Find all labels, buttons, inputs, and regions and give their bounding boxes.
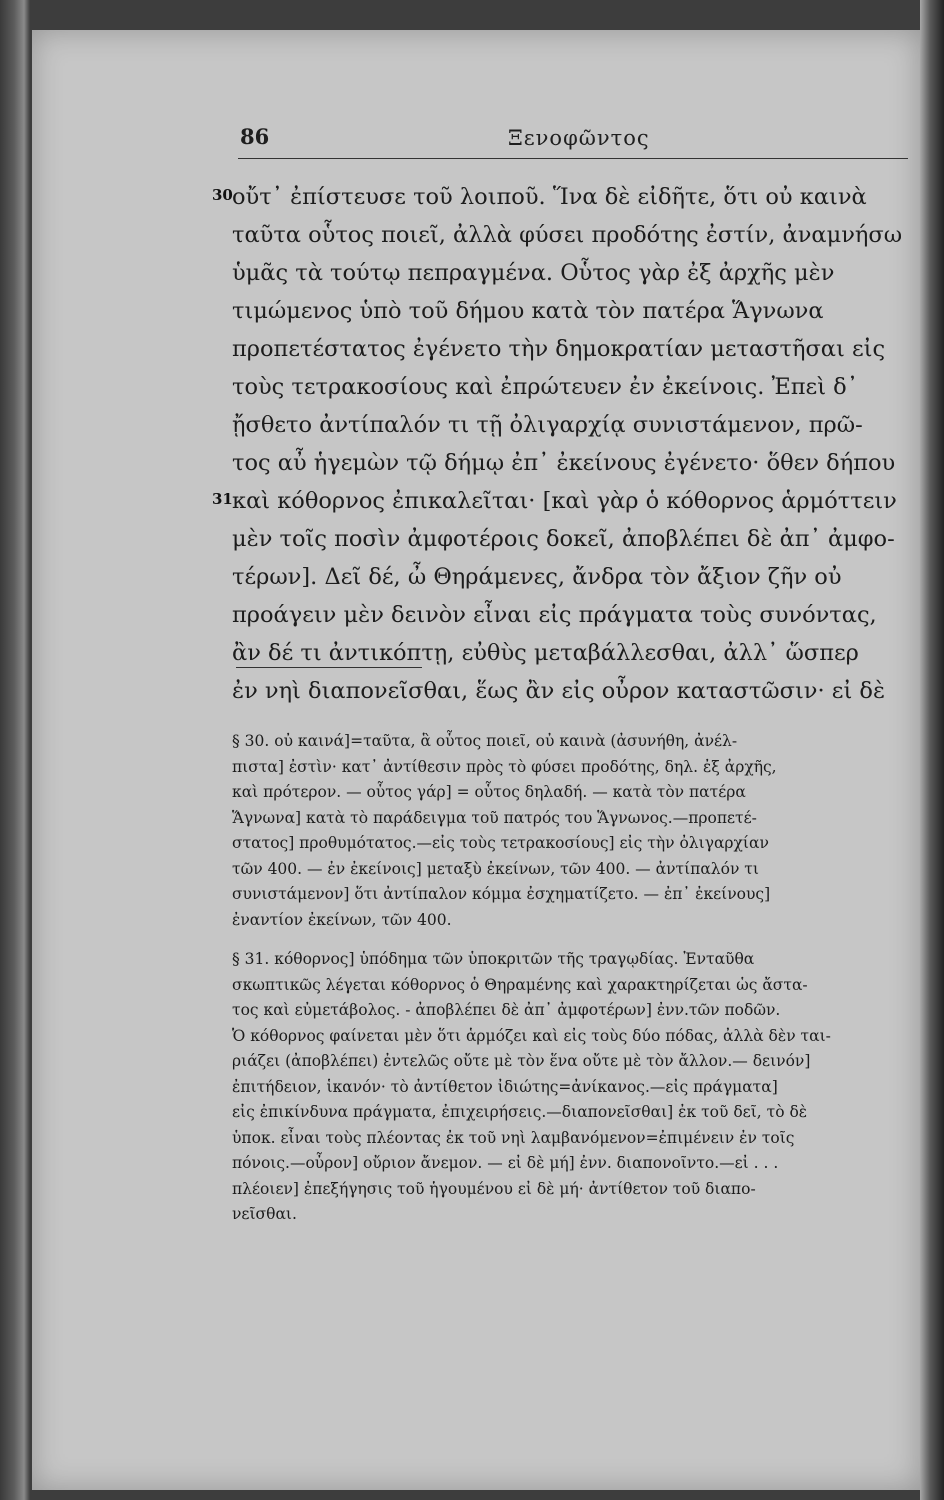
footnote-line: εἰς ἐπικίνδυνα πράγματα, ἐπιχειρήσεις.—διαπονεῖσθαι] ἐκ τοῦ δεῖ, τὸ δὲ [232,1103,808,1121]
footnotes [232,729,912,1228]
line-text: τος αὖ ἡγεμὼν τῷ δήμῳ ἐπ᾽ ἐκείνους ἐγένετο· ὅθεν δήπου [232,450,896,476]
footnote-line: ριάζει (ἀποβλέπει) ἐντελῶς οὔτε μὲ τὸν ἕνα οὔτε μὲ τὸν ἄλλον.— δεινόν] [232,1052,811,1070]
main-text-line [232,292,912,330]
main-text-line [232,406,912,444]
main-text-line [232,330,912,368]
footnote-line: ἐπιτήδειον, ἱκανόν· τὸ ἀντίθετον ἰδιώτης=ἀνίκανος.—εἰς πράγματα] [232,1077,778,1096]
footnote-separator [236,667,422,668]
line-text: μὲν τοῖς ποσὶν ἀμφοτέροις δοκεῖ, ἀποβλέπει δὲ ἀπ᾽ ἀμφο- [232,526,895,552]
main-text-line [232,558,912,596]
footnote-line: Ὁ κόθορνος φαίνεται μὲν ὅτι ἁρμόζει καὶ εἰς τοὺς δύο πόδας, ἀλλὰ δὲν ται- [232,1026,831,1045]
footnote-line: § 31. κόθορνος] ὑπόδημα τῶν ὑποκριτῶν τῆς τραγῳδίας. Ἐνταῦθα [232,950,755,968]
footnote-line: πιστα] ἐστὶν· κατ᾽ ἀντίθεσιν πρὸς τὸ φύσει προδότης, δηλ. ἐξ ἀρχῆς, [232,757,777,776]
line-text: καὶ κόθορνος ἐπικαλεῖται· [καὶ γὰρ ὁ κόθορνος ἁρμόττειν [232,488,897,514]
footnote-line: σκωπτικῶς λέγεται κόθορνος ὁ Θηραμένης καὶ χαρακτηρίζεται ὡς ἄστα- [232,975,808,994]
footnote-line: συνιστάμενον] ὅτι ἀντίπαλον κόμμα ἐσχηματίζετο. — ἐπ᾽ ἐκείνους] [232,885,771,903]
main-text-line [232,216,912,254]
main-text-line [232,596,912,634]
line-text: οὔτ᾽ ἐπίστευσε τοῦ λοιποῦ. Ἵνα δὲ εἰδῆτε, ὅτι οὐ καινὰ [232,184,867,210]
running-title: Ξενοφῶντος [508,126,650,150]
section-number: 31 [212,490,233,508]
line-text: τιμώμενος ὑπὸ τοῦ δήμου κατὰ τὸν πατέρα Ἅγνωνα [232,298,824,324]
line-text: ἂν δέ τι ἀντικόπτῃ, εὐθὺς μεταβάλλεσθαι, ἀλλ᾽ ὥσπερ [232,640,859,666]
main-text-line [232,672,912,710]
footnote-line: πόνοις.—οὖρον] οὔριον ἄνεμον. — εἰ δὲ μή] ἐνν. διαπονοῖντο.—εἰ . . . [232,1154,779,1172]
main-text-line [212,482,912,520]
line-text: τοὺς τετρακοσίους καὶ ἐπρώτευεν ἐν ἐκείνοις. Ἐπεὶ δ᾽ [232,374,858,400]
footnote-line: τος καὶ εὐμετάβολος. - ἀποβλέπει δὲ ἀπ᾽ ἀμφοτέρων] ἐνν.τῶν ποδῶν. [232,1001,781,1019]
main-text-line [232,368,912,406]
section-number: 30 [212,186,233,204]
line-text: ταῦτα οὗτος ποιεῖ, ἀλλὰ φύσει προδότης ἐστίν, ἀναμνήσω [232,222,903,248]
footnote-line: καὶ πρότερον. — οὗτος γάρ] = οὗτος δηλαδή. — κατὰ τὸν πατέρα [232,783,746,801]
footnote-line: πλέοιεν] ἐπεξήγησις τοῦ ἡγουμένου εἰ δὲ μή· ἀντίθετον τοῦ διαπο- [232,1179,756,1198]
line-text: προάγειν μὲν δεινὸν εἶναι εἰς πράγματα τοὺς συνόντας, [232,602,877,628]
main-text-line [232,520,912,558]
footnote-line: νεῖσθαι. [232,1205,297,1223]
footnote-line: στατος] προθυμότατος.—εἰς τοὺς τετρακοσίους] εἰς τὴν ὀλιγαρχίαν [232,834,769,852]
page-number: 86 [240,124,270,149]
footnote-line: τῶν 400. — ἐν ἐκείνοις] μεταξὺ ἐκείνων, τῶν 400. — ἀντίπαλόν τι [232,859,759,878]
line-text: προπετέστατος ἐγένετο τὴν δημοκρατίαν μεταστῆσαι εἰς [232,336,886,362]
footnote-line: ἐναντίον ἐκείνων, τῶν 400. [232,910,452,929]
footnote-line: Ἅγνωνα] κατὰ τὸ παράδειγμα τοῦ πατρός του Ἅγνωνος.—προπετέ- [232,808,757,827]
footnote-line: § 30. οὐ καινά]=ταῦτα, ἃ οὗτος ποιεῖ, οὐ καινὰ (ἀσυνήθη, ἀνέλ- [232,732,738,750]
page-edge-shadow [920,0,944,1500]
line-text: ἐν νηὶ διαπονεῖσθαι, ἕως ἂν εἰς οὖρον καταστῶσιν· εἰ δὲ [232,678,886,704]
line-text: ᾔσθετο ἀντίπαλόν τι τῇ ὀλιγαρχίᾳ συνιστάμενον, πρῶ- [232,412,863,438]
main-text-line [232,254,912,292]
page-header [238,118,908,159]
footnote-line: ὑποκ. εἶναι τοὺς πλέοντας ἐκ τοῦ νηὶ λαμβανόμενον=ἐπιμένειν ἐν τοῖς [232,1128,795,1147]
main-text-line [232,444,912,482]
main-text-line [212,178,912,216]
main-text [212,178,912,710]
line-text: τέρων]. Δεῖ δέ, ὦ Θηράμενες, ἄνδρα τὸν ἄξιον ζῆν οὐ [232,564,842,590]
line-text: ὑμᾶς τὰ τούτῳ πεπραγμένα. Οὗτος γὰρ ἐξ ἀρχῆς μὲν [232,260,835,286]
